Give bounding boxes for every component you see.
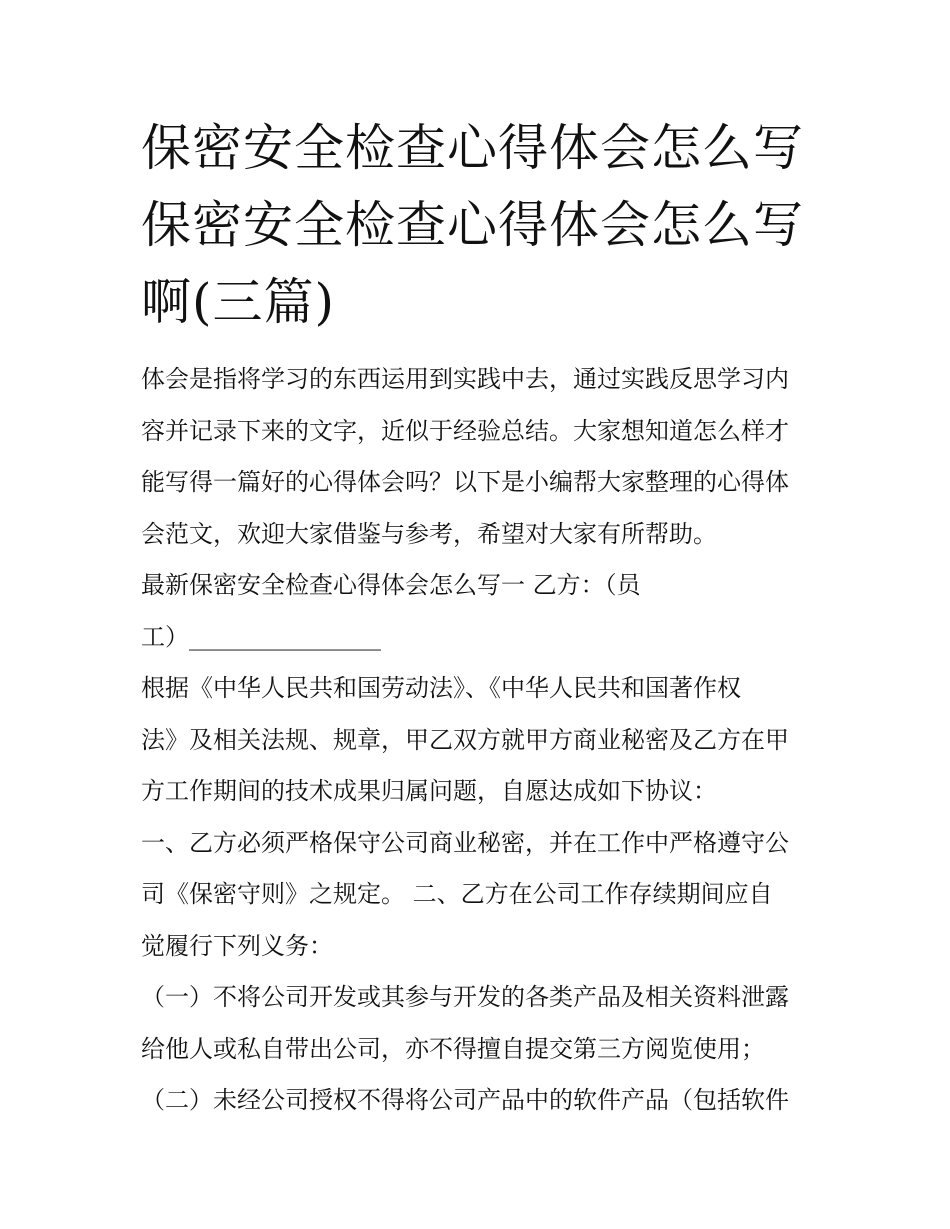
body-line: 能写得一篇好的心得体会吗？以下是小编帮大家整理的心得体 xyxy=(141,468,789,496)
document-body xyxy=(141,354,821,1127)
body-line: 容并记录下来的文字，近似于经验总结。大家想知道怎么样才 xyxy=(141,416,789,445)
document-title xyxy=(141,110,821,341)
body-line: 一、乙方必须严格保守公司商业秘密，并在工作中严格遵守公 xyxy=(141,828,789,857)
body-line: 体会是指将学习的东西运用到实践中去，通过实践反思学习内 xyxy=(141,365,789,393)
title-line: 保密安全检查心得体会怎么写 xyxy=(141,196,804,254)
body-line: 觉履行下列义务： xyxy=(141,931,333,960)
title-line: 啊(三篇) xyxy=(141,273,336,331)
body-line: （二）未经公司授权不得将公司产品中的软件产品（包括软件 xyxy=(141,1086,789,1114)
body-line: 方工作期间的技术成果归属问题，自愿达成如下协议： xyxy=(141,777,717,805)
body-line: （一）不将公司开发或其参与开发的各类产品及相关资料泄露 xyxy=(141,983,789,1011)
title-line: 保密安全检查心得体会怎么写 xyxy=(141,119,804,177)
body-line: 法》及相关法规、规章，甲乙双方就甲方商业秘密及乙方在甲 xyxy=(141,725,789,754)
body-line: 最新保密安全检查心得体会怎么写一 乙方：（员 xyxy=(141,571,641,599)
body-line: 给他人或私自带出公司，亦不得擅自提交第三方阅览使用； xyxy=(141,1034,765,1063)
body-line: 工）________________ xyxy=(141,622,381,651)
body-line: 根据《中华人民共和国劳动法》、《中华人民共和国著作权 xyxy=(141,674,741,702)
body-line: 司《保密守则》之规定。 二、乙方在公司工作存续期间应自 xyxy=(141,880,773,908)
body-line: 会范文，欢迎大家借鉴与参考，希望对大家有所帮助。 xyxy=(141,519,717,548)
